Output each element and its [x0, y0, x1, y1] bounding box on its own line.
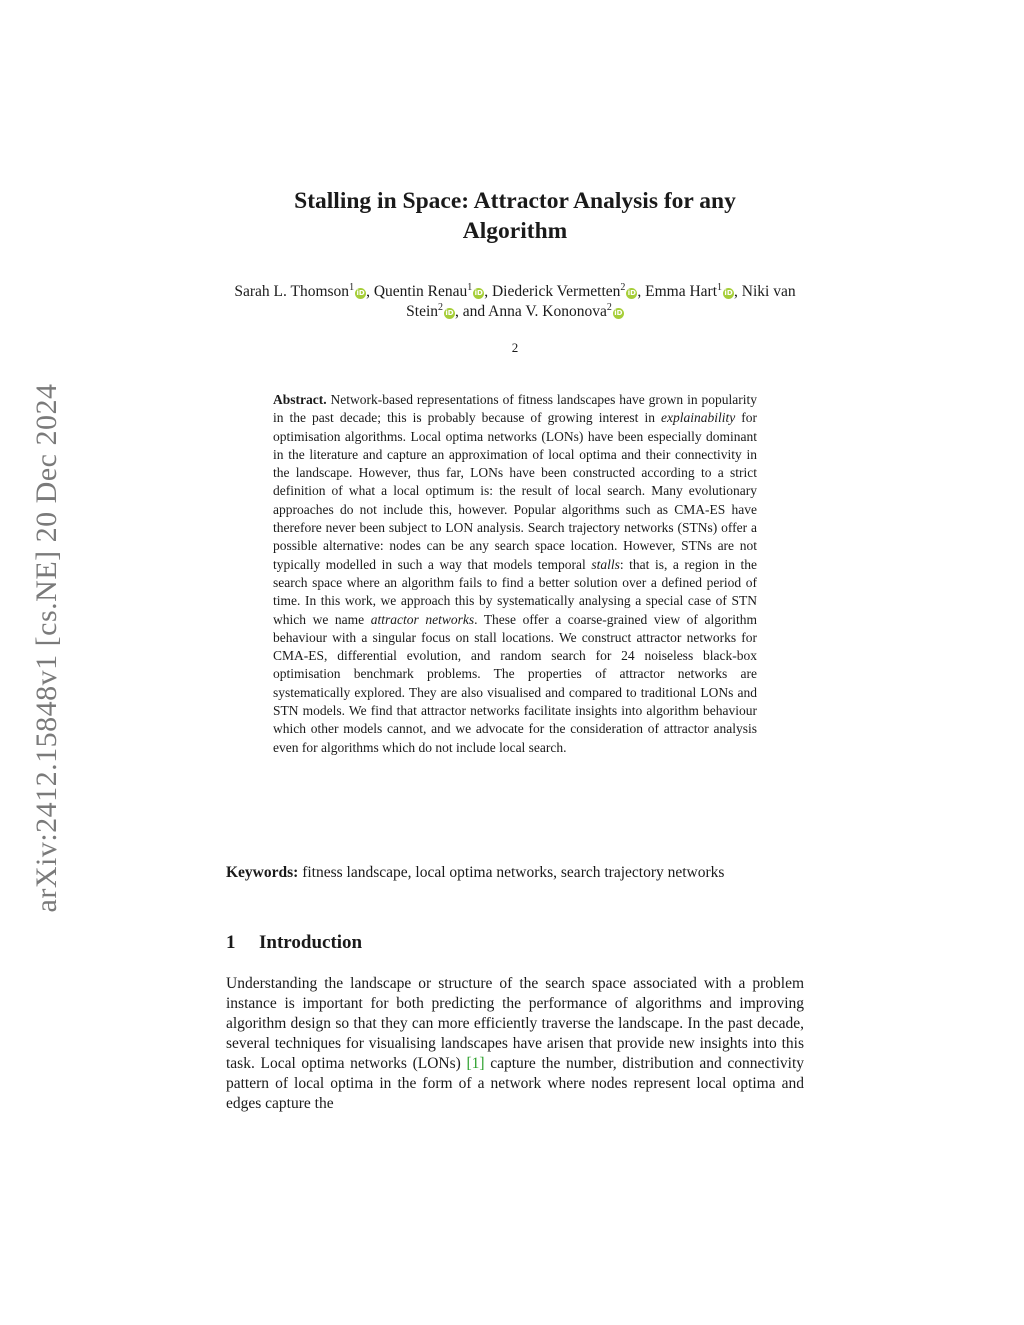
- orcid-icon[interactable]: iD: [445, 309, 454, 317]
- author-name: Niki van Stein: [406, 283, 796, 320]
- orcid-icon[interactable]: iD: [356, 289, 365, 297]
- abstract-emphasis-explainability: explainability: [661, 410, 736, 426]
- arxiv-identifier: arXiv:2412.15848v1 [cs.NE] 20 Dec 2024: [30, 383, 63, 912]
- author-affiliation-mark: 1: [717, 281, 723, 293]
- author-name: Sarah L. Thomson: [234, 283, 350, 300]
- affiliation: 2: [511, 340, 519, 355]
- keywords: [226, 863, 804, 883]
- abstract-text-4: . These offer a coarse-grained view of algorithm behaviour with a singular focus on stall locations. We construct attractor networks for CMA-ES, differential evolution, and random search for 24 noiseless black-box optimisation benchmark problems. The properties of attractor networks are systematically explored. They are also visualised and compared to traditional LONs and STN models. We find that attractor networks facilitate insights into algorithm behaviour which other models cannot, and we advocate for the consideration of attractor analysis even for algorithms which do not include local search.: [273, 611, 758, 755]
- abstract: [273, 391, 757, 757]
- orcid-icon[interactable]: iD: [724, 289, 733, 297]
- paper-title: [230, 186, 800, 246]
- abstract-text-3: : that is, a region in the search space where an algorithm fails to find a better solution over a defined period of time. In this work, we approach this by systematically analysing a special case of STN which we name: [273, 556, 757, 627]
- author-name: Emma Hart: [645, 283, 718, 300]
- author-affiliation-mark: 2: [438, 301, 444, 313]
- title-line-1: Stalling in Space: Attractor Analysis for any: [294, 188, 736, 214]
- author-name: Quentin Renau: [373, 283, 468, 300]
- author-name: Anna V. Kononova: [488, 303, 607, 320]
- keywords-text: fitness landscape, local optima networks, search trajectory networks: [302, 864, 725, 881]
- orcid-icon[interactable]: iD: [474, 289, 483, 297]
- keywords-label: Keywords:: [226, 864, 299, 881]
- intro-text-1: Understanding the landscape or structure of the search space associated with a problem instance is important for both predicting the performance of algorithms and improving algorithm design so that they can more efficiently traverse the landscape. In the past decade, several techniques for visualising landscapes have arisen that provide new insights into this task. Local optima networks (LONs): [226, 975, 804, 1072]
- section-title: Introduction: [259, 932, 363, 953]
- author-affiliation-mark: 1: [349, 281, 355, 293]
- introduction-paragraph: [226, 974, 804, 1114]
- section-heading-introduction: [226, 932, 804, 954]
- orcid-icon[interactable]: iD: [614, 309, 623, 317]
- section-number: 1: [226, 932, 236, 953]
- author-affiliation-mark: 1: [467, 281, 473, 293]
- author-affiliation-mark: 2: [606, 301, 612, 313]
- citation-link[interactable]: [1]: [466, 1055, 485, 1072]
- abstract-emphasis-stalls: stalls: [591, 556, 620, 572]
- author-line-1: [230, 282, 800, 322]
- abstract-label: Abstract.: [273, 392, 327, 407]
- author-separator: ,: [734, 283, 742, 300]
- author-name: Diederick Vermetten: [491, 283, 621, 300]
- abstract-text-1: Network-based representations of fitness landscapes have grown in popularity in the past decade; this is probably because of growing interest in: [273, 392, 757, 426]
- abstract-emphasis-attractor-networks: attractor networks: [370, 611, 475, 627]
- abstract-text-2: for optimisation algorithms. Local optima networks (LONs) have been especially dominant in the literature and capture an approximation of local optima and their connectivity in the landscape. However, thus far, LONs have been constructed according to a strict definition of what a local optimum is: the result of local search. Many evolutionary approaches do not include this, however. Popular algorithms such as CMA-ES have therefore never been subject to LON analysis. Search trajectory networks (STNs) offer a possible alternative: nodes can be any search space location. However, STNs are not typically modelled in such a way that models temporal: [273, 410, 758, 572]
- orcid-icon[interactable]: iD: [627, 289, 636, 297]
- intro-text-2: capture the number, distribution and connectivity pattern of local optima in the form of a network where nodes represent local optima and edges capture the: [226, 1055, 805, 1112]
- author-separator: ,: [484, 283, 492, 300]
- author-list: [230, 282, 800, 322]
- author-separator: ,: [366, 283, 374, 300]
- author-separator: ,: [637, 283, 646, 300]
- author-affiliation-mark: 2: [620, 281, 626, 293]
- arxiv-sidebar: [30, 355, 64, 940]
- author-separator: , and: [455, 303, 489, 320]
- title-line-2: Algorithm: [462, 218, 568, 244]
